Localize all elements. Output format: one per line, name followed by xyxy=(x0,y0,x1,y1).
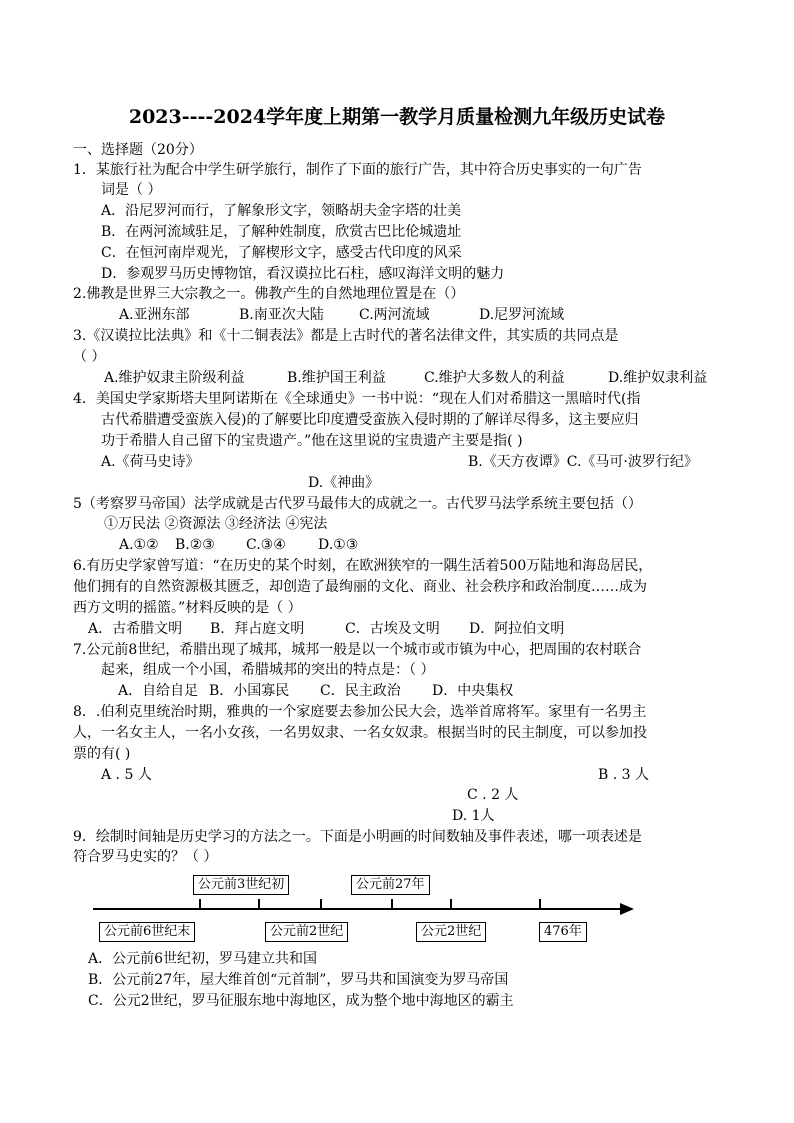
q9-stem: 9．绘制时间轴是历史学习的方法之一。下面是小明画的时间数轴及事件表述，哪一项表述是 xyxy=(73,829,642,845)
timeline-label-bottom: 公元2世纪 xyxy=(416,922,486,942)
q8-option-d: D. 1人 xyxy=(452,808,495,824)
q1-stem-cont: 词是（ ） xyxy=(101,182,162,198)
q5-option-c: C.③④ xyxy=(246,537,286,553)
q4-stem: 4．美国史学家斯塔夫里阿诺斯在《全球通史》一书中说：“现在人们对希腊这一黑暗时代(指 xyxy=(73,391,641,407)
q3-option-d: D.维护奴隶利益 xyxy=(608,370,708,386)
q8-option-a: A . 5 人 xyxy=(101,767,152,783)
q3-option-a: A.维护奴隶主阶级利益 xyxy=(104,370,245,386)
q9-option-b: B．公元前27年，屋大维首创“元首制”，罗马共和国演变为罗马帝国 xyxy=(88,972,509,988)
q2-option-c: C.两河流域 xyxy=(359,307,430,323)
q8-option-b: B . 3 人 xyxy=(598,767,649,783)
timeline-label-bottom: 公元前2世纪 xyxy=(265,922,348,942)
q5-items: ①万民法 ②资源法 ③经济法 ④宪法 xyxy=(104,516,328,532)
q7-option-c: C．民主政治 xyxy=(320,683,401,699)
q5-stem: 5（考察罗马帝国）法学成就是古代罗马最伟大的成就之一。古代罗马法学系统主要包括（） xyxy=(73,496,642,512)
q2-option-d: D.尼罗河流域 xyxy=(479,307,565,323)
q7-stem-cont: 起来，组成一个小国，希腊城邦的突出的特点是：（ ） xyxy=(101,662,435,678)
q4-option-a: A.《荷马史诗》 xyxy=(101,454,200,470)
q6-option-b: B．拜占庭文明 xyxy=(210,621,305,637)
q6-stem-cont: 他们拥有的自然资源极其匮乏，却创造了最绚丽的文化、商业、社会秩序和政治制度……成为 xyxy=(73,579,647,595)
q3-stem-cont: （ ） xyxy=(73,349,106,365)
q6-option-d: D．阿拉伯文明 xyxy=(469,621,565,637)
q4-stem-cont: 古代希腊遭受蛮族入侵)的了解要比印度遭受蛮族入侵时期的了解详尽得多，这主要应归 xyxy=(101,412,639,428)
q7-option-b: B．小国寡民 xyxy=(209,683,290,699)
timeline-label-bottom: 公元前6世纪末 xyxy=(99,922,195,942)
q6-stem: 6.有历史学家曾写道：“在历史的某个时刻，在欧洲狭窄的一隅生活着500万陆地和海岛居民， xyxy=(73,558,653,574)
q9-option-c: C．公元2世纪，罗马征服东地中海地区，成为整个地中海地区的霸主 xyxy=(88,993,514,1009)
q9-option-a: A．公元前6世纪初，罗马建立共和国 xyxy=(88,951,318,967)
q6-stem-cont2: 西方文明的摇篮。”材料反映的是（ ） xyxy=(73,600,302,616)
q5-option-d: D.①③ xyxy=(318,537,359,553)
q2-option-a: A.亚洲东部 xyxy=(119,307,190,323)
q5-option-b: B.②③ xyxy=(175,537,215,553)
timeline-label-bottom: 476年 xyxy=(539,922,587,942)
q1-option-c: C．在恒河南岸观光，了解楔形文字，感受古代印度的风采 xyxy=(101,245,462,261)
q5-option-a: A.①② xyxy=(119,537,159,553)
timeline-label-top: 公元前27年 xyxy=(351,875,430,895)
q3-option-c: C.维护大多数人的利益 xyxy=(424,370,565,386)
q4-option-bc: B.《天方夜谭》C.《马可·波罗行纪》 xyxy=(468,454,698,470)
q3-option-b: B.维护国王利益 xyxy=(287,370,386,386)
q1-option-b: B．在两河流域驻足，了解种姓制度，欣赏古巴比伦城遗址 xyxy=(101,224,462,240)
q8-option-c: C . 2 人 xyxy=(467,787,519,803)
q3-stem: 3.《汉谟拉比法典》和《十二铜表法》都是上古时代的著名法律文件，其实质的共同点是 xyxy=(73,328,619,344)
timeline-arrow xyxy=(620,903,634,915)
q7-stem: 7.公元前8世纪，希腊出现了城邦，城邦一般是以一个城市或市镇为中心，把周围的农村联合 xyxy=(73,642,642,658)
q7-option-d: D．中央集权 xyxy=(432,683,514,699)
q8-stem-cont2: 票的有( ) xyxy=(73,746,131,762)
q9-stem-cont: 符合罗马史实的？（ ） xyxy=(73,849,218,865)
q2-stem: 2.佛教是世界三大宗教之一。佛教产生的自然地理位置是在（） xyxy=(73,286,465,302)
q7-option-a: A．自给自足 xyxy=(118,683,199,699)
q6-option-c: C．古埃及文明 xyxy=(345,621,440,637)
timeline-label-top: 公元前3世纪初 xyxy=(193,875,289,895)
page-title: 2023----2024学年度上期第一教学月质量检测九年级历史试卷 xyxy=(128,106,666,128)
section-heading: 一、选择题（20分） xyxy=(73,142,203,158)
q1-option-a: A．沿尼罗河而行，了解象形文字，领略胡夫金字塔的壮美 xyxy=(101,203,462,219)
q1-stem: 1．某旅行社为配合中学生研学旅行，制作了下面的旅行广告，其中符合历史事实的一句广告 xyxy=(73,162,642,178)
q6-option-a: A．古希腊文明 xyxy=(88,621,183,637)
q1-option-d: D．参观罗马历史博物馆，看汉谟拉比石柱，感叹海洋文明的魅力 xyxy=(101,266,505,282)
q8-stem-cont: 人，一名女主人，一名小女孩，一名男奴隶、一名女奴隶。根据当时的民主制度，可以参加投 xyxy=(73,725,647,741)
q8-stem: 8．.伯利克里统治时期，雅典的一个家庭要去参加公民大会，选举首席将军。家里有一名男主 xyxy=(73,704,647,720)
q4-stem-cont2: 功于希腊人自己留下的宝贵遗产。”他在这里说的宝贵遗产主要是指( ) xyxy=(101,433,523,449)
q4-option-d: D.《神曲》 xyxy=(308,475,380,491)
q2-option-b: B.南亚次大陆 xyxy=(239,307,324,323)
